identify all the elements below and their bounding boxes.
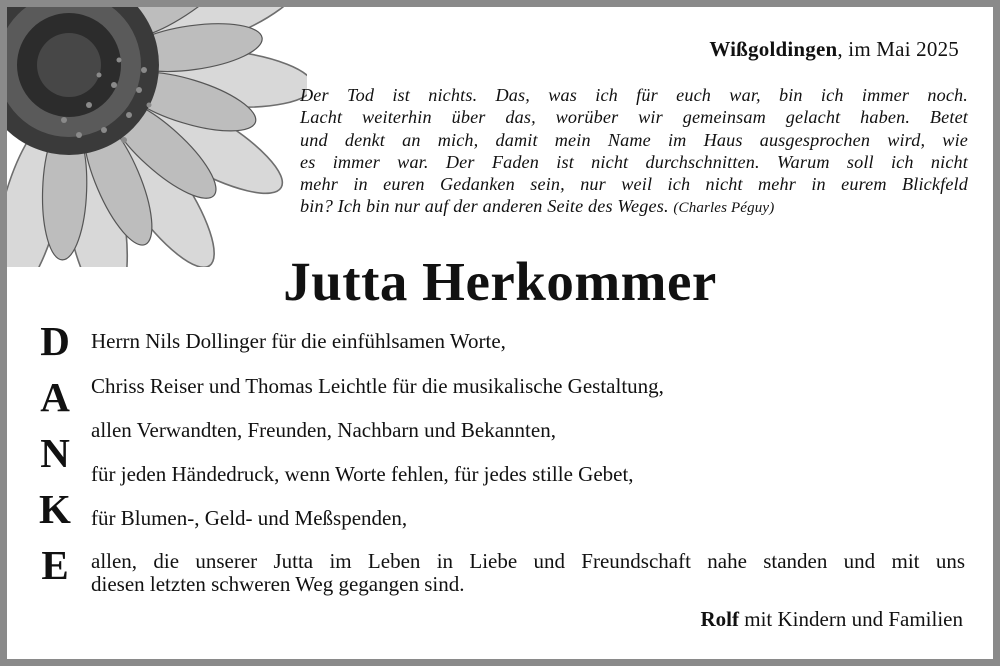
deceased-name: Jutta Herkommer <box>283 251 717 312</box>
danke-letter: D <box>40 318 70 364</box>
thanks-line: diesen letzten schweren Weg gegangen sind. <box>91 572 465 596</box>
place-date <box>709 37 959 62</box>
thanks-item: für Blumen-, Geld- und Meßspenden, <box>91 506 408 530</box>
thanks-item: Chriss Reiser und Thomas Leichtle für die musikalische Gestaltung, <box>91 374 664 398</box>
signature <box>701 607 963 632</box>
danke-letter: A <box>40 374 70 420</box>
place-name: Wißgoldingen <box>709 37 838 61</box>
poem-line: und denkt an mich, damit mein Name im Haus ausgesprochen wird, wie <box>300 129 968 150</box>
poem-source: (Charles Péguy) <box>673 200 775 217</box>
thanks-item: allen Verwandten, Freunden, Nachbarn und Bekannten, <box>91 418 556 442</box>
thanks-item: für jeden Händedruck, wenn Worte fehlen, für jedes stille Gebet, <box>91 462 634 486</box>
danke-letter: N <box>40 430 70 476</box>
obituary-card <box>7 7 993 659</box>
thanks-item: Herrn Nils Dollinger für die einfühlsamen Worte, <box>91 329 506 353</box>
poem-line: Lacht weiterhin über das, worüber wir gemeinsam gelacht haben. Betet <box>300 107 968 128</box>
danke-vertical <box>33 313 77 593</box>
danke-letter: E <box>41 542 69 588</box>
signature-rest: mit Kindern und Familien <box>739 607 963 631</box>
date-text: , im Mai 2025 <box>837 37 959 61</box>
danke-letter: K <box>39 486 71 532</box>
thanks-item-last <box>91 550 965 596</box>
poem-line: bin? Ich bin nur auf der anderen Seite des Weges. <box>300 196 669 217</box>
sunflower-image <box>7 7 307 267</box>
poem-quote <box>300 84 968 220</box>
signature-name: Rolf <box>700 607 740 631</box>
poem-line-last <box>300 195 968 219</box>
poem-line: mehr in euren Gedanken sein, nur weil ich nicht mehr in eurem Blickfeld <box>300 174 968 195</box>
thanks-line: allen, die unserer Jutta im Leben in Liebe und Freundschaft nahe standen und mit uns <box>91 549 965 573</box>
poem-line: Der Tod ist nichts. Das, was ich für euch war, bin ich immer noch. <box>300 85 968 105</box>
poem-line: es immer war. Der Faden ist nicht durchschnitten. Warum soll ich nicht <box>300 151 968 172</box>
